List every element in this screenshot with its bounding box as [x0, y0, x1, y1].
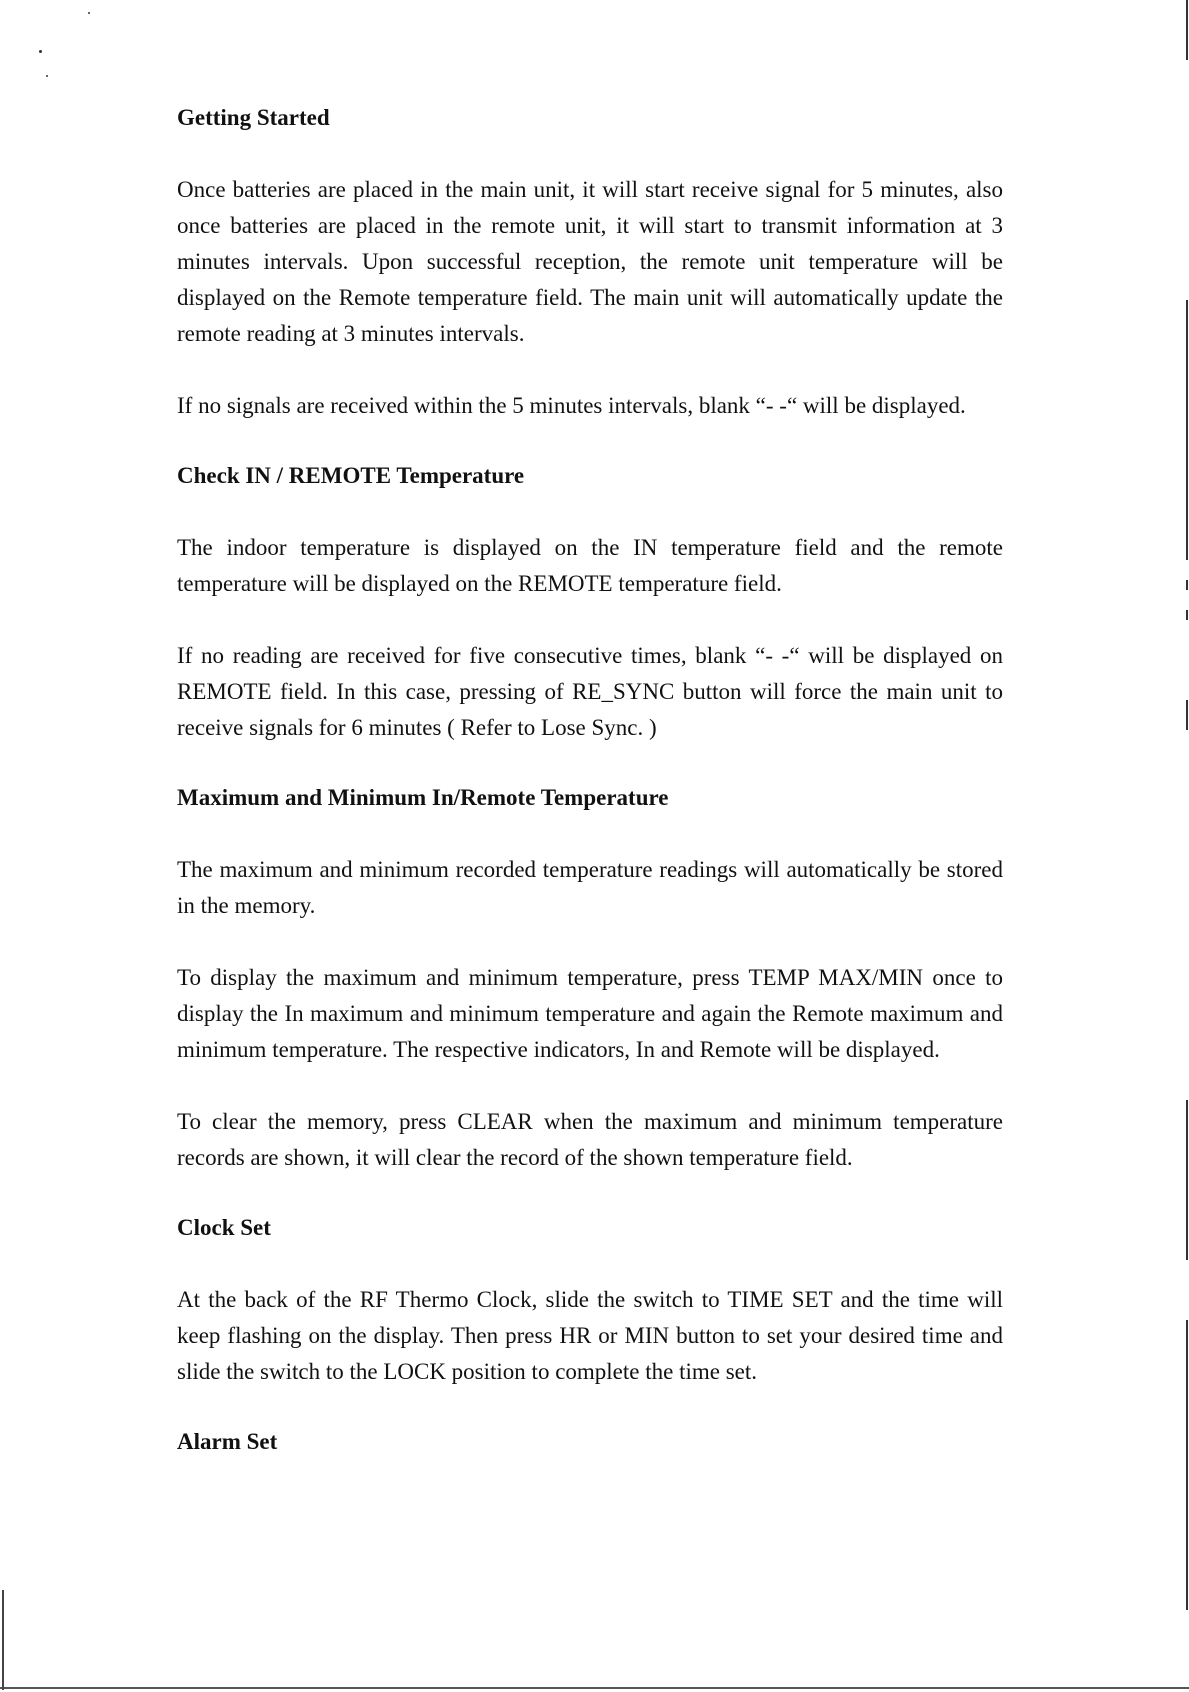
section-heading: Getting Started [177, 105, 330, 130]
paragraph: The maximum and minimum recorded temperature readings will automatically be stored in the memory. [177, 857, 1003, 918]
scan-speck [39, 50, 42, 53]
section-heading: Clock Set [177, 1215, 271, 1240]
paragraph: To display the maximum and minimum temperature, press TEMP MAX/MIN once to display the In maximum and minimum temperature and again the Remote maximum and minimum temperature. The respective indicators, In and Remote will be displayed. [177, 965, 1003, 1062]
paragraph: Once batteries are placed in the main unit, it will start receive signal for 5 minutes, also once batteries are placed in the remote unit, it will start to transmit information at 3 minutes intervals. Upon successful reception, the remote unit temperature will be displayed on the Remote temperature field. The main unit will automatically update the remote reading at 3 minutes intervals. [177, 177, 1003, 346]
scan-speck [46, 75, 48, 77]
section-clock-set [177, 1212, 1003, 1390]
scan-edge-bottom [0, 1687, 1189, 1689]
section-getting-started [177, 102, 1003, 424]
section-max-min-temperature [177, 782, 1003, 1176]
document-body [177, 102, 1003, 1458]
paragraph: If no reading are received for five consecutive times, blank “- -“ will be displayed on REMOTE field. In this case, pressing of RE_SYNC button will force the main unit to receive signals for 6 minutes ( Refer to Lose Sync. ) [177, 643, 1003, 740]
paragraph: If no signals are received within the 5 minutes intervals, blank “- -“ will be displayed. [177, 393, 966, 418]
section-alarm-set [177, 1426, 1003, 1458]
paragraph: To clear the memory, press CLEAR when the maximum and minimum temperature records are shown, it will clear the record of the shown temperature field. [177, 1109, 1003, 1170]
paragraph: The indoor temperature is displayed on the IN temperature field and the remote temperature will be displayed on the REMOTE temperature field. [177, 535, 1003, 596]
paragraph: At the back of the RF Thermo Clock, slide the switch to TIME SET and the time will keep flashing on the display. Then press HR or MIN button to set your desired time and slide the switch to the LOCK position to complete the time set. [177, 1287, 1003, 1384]
section-check-in-remote [177, 460, 1003, 746]
scan-edge-left [2, 1590, 4, 1690]
scan-speck [88, 12, 90, 14]
section-heading: Check IN / REMOTE Temperature [177, 463, 525, 488]
section-heading: Alarm Set [177, 1429, 278, 1454]
section-heading: Maximum and Minimum In/Remote Temperature [177, 785, 669, 810]
